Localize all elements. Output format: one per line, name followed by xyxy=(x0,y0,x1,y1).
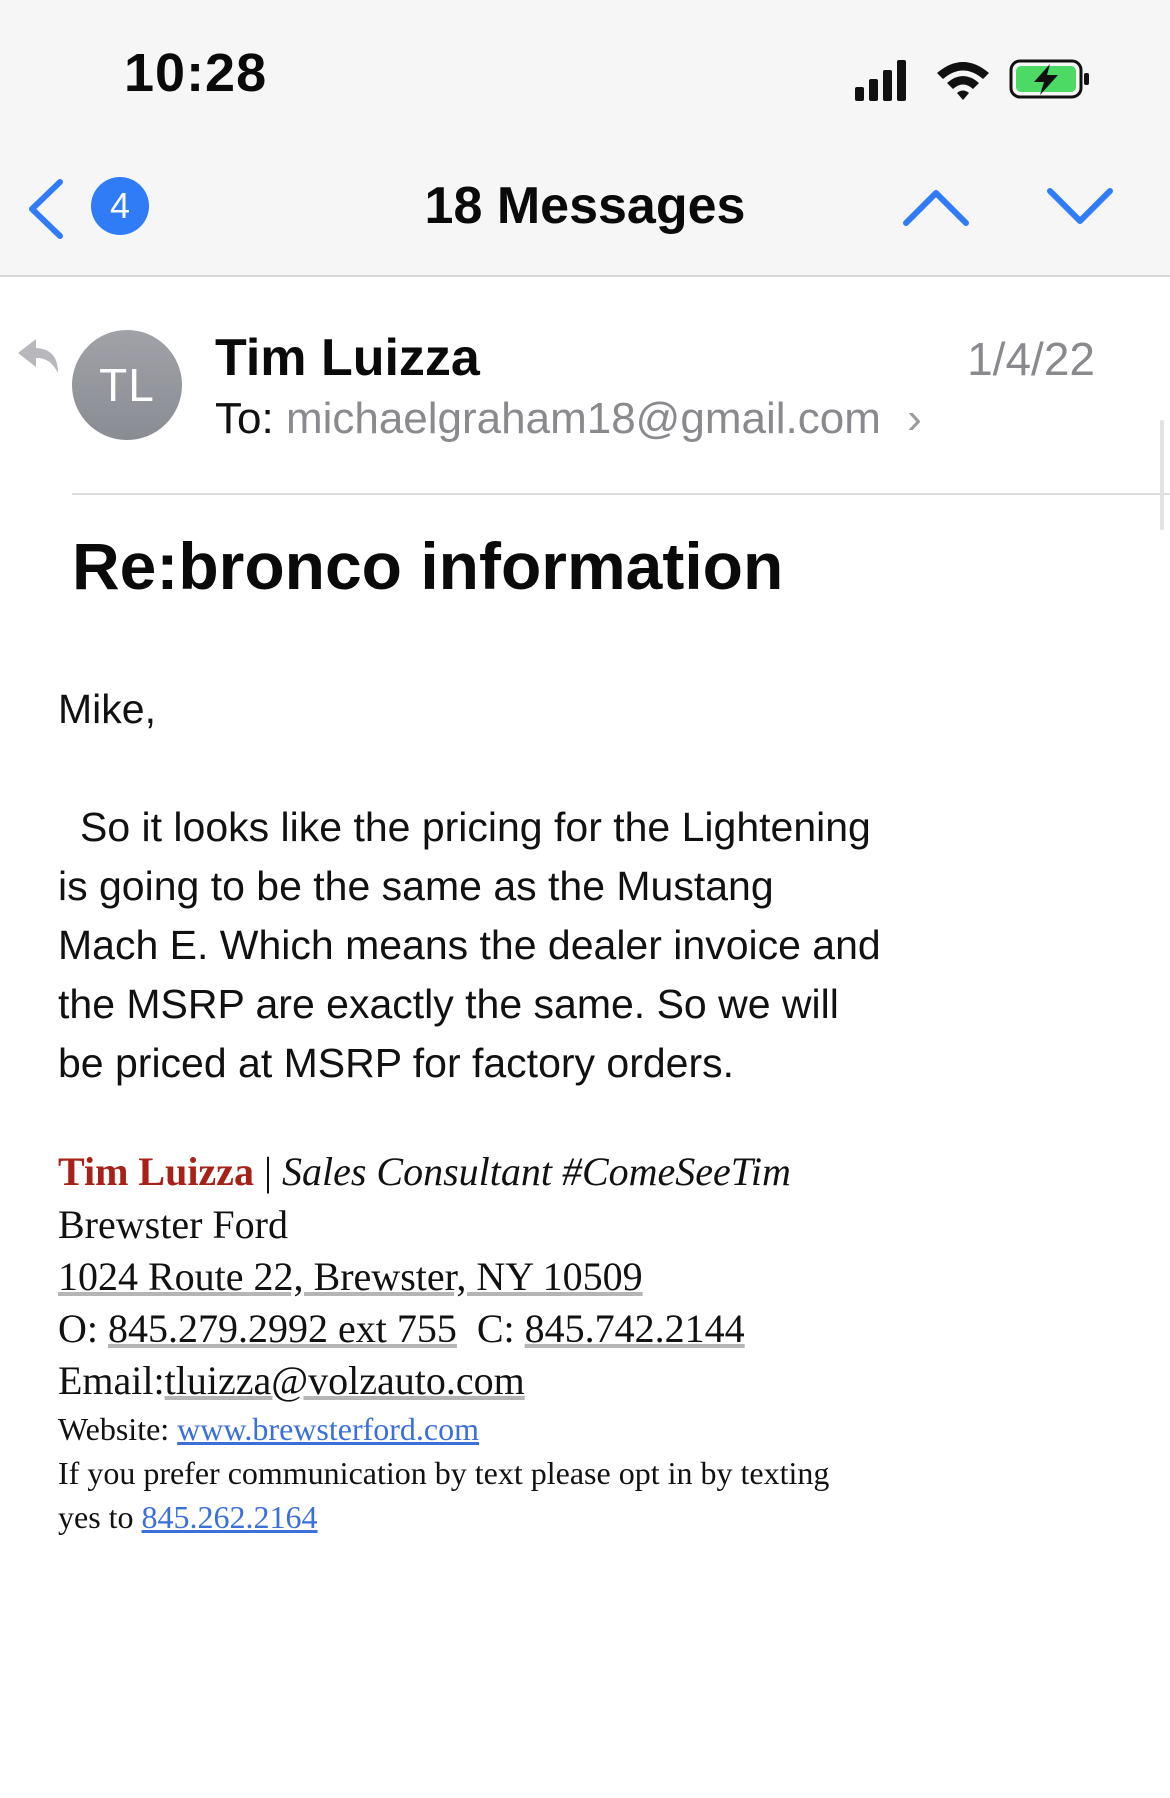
scrollbar[interactable] xyxy=(1160,420,1164,530)
signature-name-line xyxy=(58,1145,958,1199)
greeting: Mike, xyxy=(58,686,156,732)
signature-separator: | xyxy=(253,1149,282,1194)
sender-name[interactable]: Tim Luizza xyxy=(215,329,480,387)
email-link[interactable]: tluizza@volzauto.com xyxy=(164,1358,525,1403)
office-phone-link[interactable]: 845.279.2992 ext 755 xyxy=(108,1306,457,1351)
body-line: the MSRP are exactly the same. So we will xyxy=(58,981,839,1027)
website-link[interactable]: www.brewsterford.com xyxy=(177,1411,479,1447)
message-body xyxy=(58,680,938,1093)
unread-count-badge[interactable]: 4 xyxy=(91,177,149,235)
status-icons xyxy=(855,55,1095,105)
text-optin-prefix: yes to xyxy=(58,1499,142,1535)
status-time: 10:28 xyxy=(124,43,268,103)
wifi-icon xyxy=(937,62,989,100)
previous-message-icon[interactable] xyxy=(900,183,972,231)
body-line: is going to be the same as the Mustang xyxy=(58,863,774,909)
battery-charging-icon xyxy=(1011,61,1089,97)
email-label: Email: xyxy=(58,1358,165,1403)
chevron-right-icon[interactable]: › xyxy=(907,394,922,443)
body-line: So it looks like the pricing for the Lightening xyxy=(80,804,871,850)
reply-icon xyxy=(16,335,62,377)
next-message-icon[interactable] xyxy=(1044,183,1116,231)
office-label: O: xyxy=(58,1306,108,1351)
signature-address[interactable]: 1024 Route 22, Brewster, NY 10509 xyxy=(58,1254,643,1299)
body-line: be priced at MSRP for factory orders. xyxy=(58,1040,735,1086)
header-divider xyxy=(72,493,1170,495)
recipient-address[interactable]: michaelgraham18@gmail.com xyxy=(285,394,881,443)
message-subject: Re:bronco information xyxy=(72,529,784,603)
website-label: Website: xyxy=(58,1411,178,1447)
signature-address-line xyxy=(58,1251,958,1303)
message-date: 1/4/22 xyxy=(967,333,1095,385)
cell-label: C: xyxy=(476,1306,525,1351)
signature-title: Sales Consultant #ComeSeeTim xyxy=(281,1149,791,1194)
cellular-signal-icon xyxy=(855,60,906,101)
text-optin-line: If you prefer communication by text please opt in by texting xyxy=(58,1455,830,1491)
text-optin-number-line xyxy=(58,1495,958,1539)
signature-website-line xyxy=(58,1407,958,1451)
signature-name: Tim Luizza xyxy=(58,1149,254,1194)
thread-title: 18 Messages xyxy=(424,177,746,235)
avatar[interactable]: TL xyxy=(72,330,182,440)
signature-company: Brewster Ford xyxy=(58,1202,288,1247)
top-bar xyxy=(0,0,1170,277)
body-line: Mach E. Which means the dealer invoice and xyxy=(58,922,881,968)
signature-phones xyxy=(58,1303,958,1355)
to-label: To: xyxy=(215,394,274,443)
text-number-link[interactable]: 845.262.2164 xyxy=(141,1499,318,1535)
recipient-line[interactable] xyxy=(215,394,922,444)
signature-email-line xyxy=(58,1355,958,1407)
cell-phone-link[interactable]: 845.742.2144 xyxy=(524,1306,745,1351)
email-signature xyxy=(58,1145,958,1539)
